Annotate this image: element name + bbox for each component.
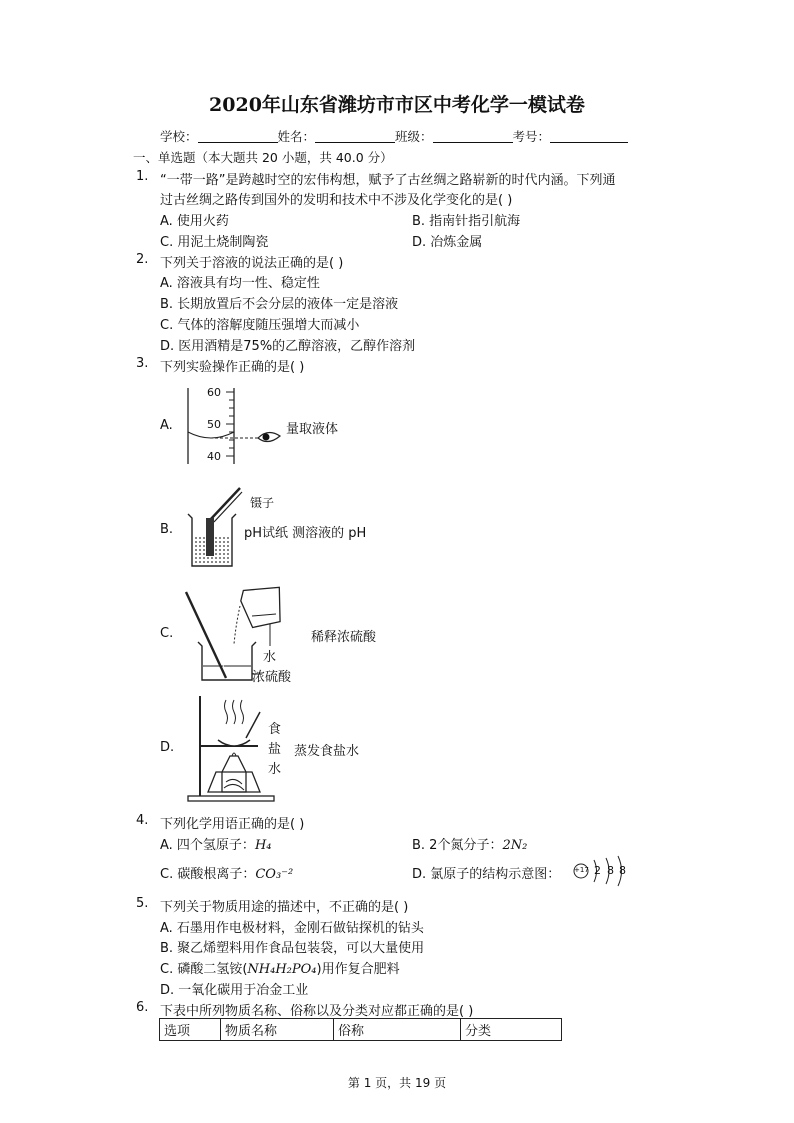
chlorine-shell-2: 8: [607, 864, 614, 877]
q3-option-c-caption: 稀释浓硫酸: [311, 630, 377, 645]
q4-option-c[interactable]: [160, 863, 293, 882]
q1-stem-line1: “一带一路”是跨越时空的宏伟构想，赋予了古丝绸之路崭新的时代内涵。下列通: [160, 173, 616, 188]
q6-table: [159, 1018, 562, 1041]
q4-b-formula: 2N₂: [502, 838, 528, 853]
q5-c-text-post: )用作复合肥料: [316, 962, 400, 977]
name-blank[interactable]: [315, 130, 395, 143]
table-header-category: 分类: [461, 1019, 562, 1041]
q1-option-a[interactable]: A. 使用火药: [160, 214, 229, 229]
q2-stem: 下列关于溶液的说法正确的是( ): [160, 256, 344, 271]
number-blank[interactable]: [550, 130, 628, 143]
q4-number: 4.: [136, 813, 149, 828]
cylinder-tick-50: 50: [207, 418, 221, 431]
beaker-ph-figure: [186, 484, 246, 570]
q1-stem-line2: 过古丝绸之路传到国外的发明和技术中不涉及化学变化的是( ): [160, 193, 513, 208]
school-label: 学校：: [160, 129, 198, 144]
q1-number: 1.: [136, 169, 149, 184]
student-info: [160, 127, 628, 145]
q5-stem: 下列关于物质用途的描述中，不正确的是( ): [160, 900, 409, 915]
q2-option-d[interactable]: D. 医用酒精是75%的乙醇溶液，乙醇作溶剂: [160, 339, 416, 354]
q1-option-d[interactable]: D. 冶炼金属: [412, 235, 483, 250]
chlorine-shell-3: 8: [619, 864, 626, 877]
q4-d-text: D. 氯原子的结构示意图：: [412, 867, 561, 882]
graduated-cylinder-figure: [180, 384, 290, 468]
q3-option-d-letter[interactable]: D.: [160, 740, 175, 755]
q4-c-formula: CO₃⁻²: [255, 867, 294, 882]
q2-number: 2.: [136, 252, 149, 267]
q3-option-b-letter[interactable]: B.: [160, 522, 174, 537]
q4-stem: 下列化学用语正确的是( ): [160, 817, 305, 832]
q4-c-text: C. 碳酸根离子：: [160, 867, 256, 882]
tweezer-label: 镊子: [250, 496, 275, 510]
q3-number: 3.: [136, 356, 149, 371]
q3-stem: 下列实验操作正确的是( ): [160, 360, 305, 375]
q3-option-c-letter[interactable]: C.: [160, 626, 174, 641]
evaporation-figure: [186, 694, 276, 804]
cylinder-tick-40: 40: [207, 450, 221, 463]
salt-water-label-2: 盐: [268, 742, 282, 757]
q6-stem: 下表中所列物质名称、俗称以及分类对应都正确的是( ): [160, 1004, 474, 1019]
table-row: [160, 1019, 562, 1041]
q5-option-d[interactable]: D. 一氧化碳用于冶金工业: [160, 983, 309, 998]
q4-a-text: A. 四个氢原子：: [160, 838, 255, 853]
q3-option-b-caption: pH试纸 测溶液的 pH: [244, 526, 367, 541]
water-label: 水: [263, 650, 277, 665]
q2-option-b[interactable]: B. 长期放置后不会分层的液体一定是溶液: [160, 297, 399, 312]
section-heading: 一、单选题（本大题共 20 小题，共 40.0 分）: [133, 150, 393, 165]
q2-option-c[interactable]: C. 气体的溶解度随压强增大而减小: [160, 318, 360, 333]
q5-option-b[interactable]: B. 聚乙烯塑料用作食品包装袋，可以大量使用: [160, 941, 425, 956]
acid-label: 浓硫酸: [252, 670, 292, 685]
q5-option-c[interactable]: [160, 958, 400, 977]
q3-option-a-caption: 量取液体: [286, 422, 339, 437]
q2-option-a[interactable]: A. 溶液具有均一性、稳定性: [160, 276, 320, 291]
q1-option-c[interactable]: C. 用泥土烧制陶瓷: [160, 235, 269, 250]
eye-icon: [258, 432, 280, 441]
chlorine-nucleus-label: +17: [574, 866, 589, 874]
table-header-common-name: 俗称: [334, 1019, 461, 1041]
q4-option-d[interactable]: [412, 863, 560, 882]
chlorine-shell-1: 2: [594, 864, 601, 877]
q6-number: 6.: [136, 1000, 149, 1015]
q1-option-b[interactable]: B. 指南针指引航海: [412, 214, 521, 229]
page-title: 2020年山东省潍坊市市区中考化学一模试卷: [209, 94, 585, 116]
table-header-name: 物质名称: [221, 1019, 334, 1041]
class-blank[interactable]: [433, 130, 513, 143]
q5-option-a[interactable]: A. 石墨用作电极材料，金刚石做钻探机的钻头: [160, 921, 424, 936]
q5-c-text-pre: C. 磷酸二氢铵(: [160, 962, 248, 977]
q4-option-a[interactable]: [160, 834, 272, 853]
q3-option-d-caption: 蒸发食盐水: [294, 744, 360, 759]
cylinder-tick-60: 60: [207, 386, 221, 399]
table-header-option: 选项: [160, 1019, 221, 1041]
number-label: 考号：: [512, 129, 551, 144]
q4-b-text: B. 2个氮分子：: [412, 838, 503, 853]
name-label: 姓名：: [277, 129, 316, 144]
q4-option-b[interactable]: [412, 834, 527, 853]
class-label: 班级：: [395, 129, 433, 144]
school-blank[interactable]: [198, 130, 278, 143]
salt-water-label-1: 食: [268, 722, 282, 737]
q3-option-a-letter[interactable]: A.: [160, 418, 173, 433]
q5-c-formula: NH₄H₂PO₄: [247, 962, 317, 977]
page-footer: 第 1 页，共 19 页: [347, 1076, 447, 1090]
q4-a-formula: H₄: [254, 838, 272, 853]
salt-water-label-3: 水: [268, 762, 282, 777]
q5-number: 5.: [136, 896, 149, 911]
